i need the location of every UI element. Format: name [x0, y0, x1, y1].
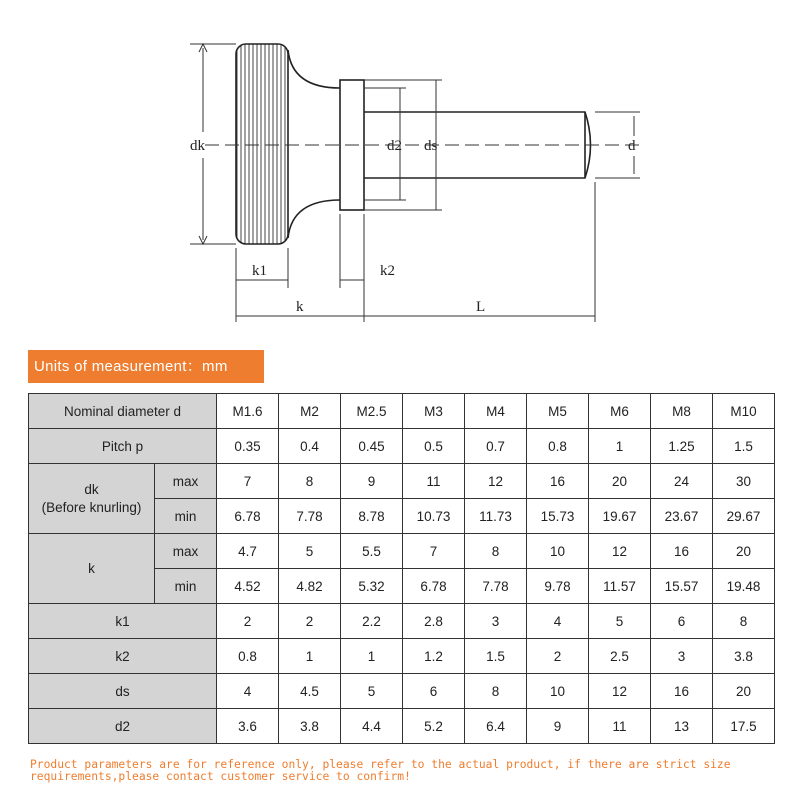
- table-cell: 10.73: [403, 499, 465, 534]
- table-cell: 20: [713, 534, 775, 569]
- d-label: d: [628, 138, 636, 154]
- table-cell: M10: [713, 394, 775, 429]
- table-cell: 10: [527, 674, 589, 709]
- footer-line-1: Product parameters are for reference only, please refer to the actual product, if there are strict size: [30, 758, 731, 771]
- table-cell: 1.5: [713, 429, 775, 464]
- table-cell: M6: [589, 394, 651, 429]
- table-cell: 7.78: [465, 569, 527, 604]
- table-cell: 8: [279, 464, 341, 499]
- table-cell: 1: [279, 639, 341, 674]
- table-cell: 16: [651, 534, 713, 569]
- table-cell: 9.78: [527, 569, 589, 604]
- table-cell: 0.8: [527, 429, 589, 464]
- k2-label: k2: [380, 263, 395, 279]
- table-cell: 4.82: [279, 569, 341, 604]
- table-cell: 15.57: [651, 569, 713, 604]
- table-cell: M4: [465, 394, 527, 429]
- table-cell: 9: [527, 709, 589, 744]
- table-cell: 6.78: [217, 499, 279, 534]
- table-cell: 4.7: [217, 534, 279, 569]
- row-label: Pitch p: [29, 429, 217, 464]
- table-cell: 29.67: [713, 499, 775, 534]
- table-cell: 10: [527, 534, 589, 569]
- d2-label: d2: [387, 138, 402, 154]
- table-cell: 2: [217, 604, 279, 639]
- table-cell: 4: [217, 674, 279, 709]
- row-label: k: [29, 534, 155, 604]
- table-cell: 0.35: [217, 429, 279, 464]
- row-label: d2: [29, 709, 217, 744]
- table-cell: 12: [465, 464, 527, 499]
- table-cell: 23.67: [651, 499, 713, 534]
- L-label: L: [476, 299, 486, 315]
- table-cell: 6.78: [403, 569, 465, 604]
- table-cell: 12: [589, 674, 651, 709]
- table-cell: 1.5: [465, 639, 527, 674]
- screw-technical-drawing: [0, 0, 800, 345]
- table-cell: 19.67: [589, 499, 651, 534]
- dk-label-line2: (Before knurling): [41, 499, 142, 515]
- table-cell: 2: [527, 639, 589, 674]
- table-cell: 19.48: [713, 569, 775, 604]
- row-label: k1: [29, 604, 217, 639]
- table-cell: 6: [651, 604, 713, 639]
- dk-label: dk: [190, 138, 205, 154]
- table-cell: 0.45: [341, 429, 403, 464]
- table-cell: 7: [403, 534, 465, 569]
- table-cell: 5.32: [341, 569, 403, 604]
- table-cell: 24: [651, 464, 713, 499]
- table-row: [29, 709, 775, 744]
- table-cell: 20: [713, 674, 775, 709]
- table-cell: 5: [279, 534, 341, 569]
- table-cell: 8: [465, 674, 527, 709]
- table-cell: 5: [589, 604, 651, 639]
- table-cell: 1.2: [403, 639, 465, 674]
- table-cell: 17.5: [713, 709, 775, 744]
- table-cell: M3: [403, 394, 465, 429]
- table-row: [29, 464, 775, 499]
- row-label: ds: [29, 674, 217, 709]
- table-cell: 2: [279, 604, 341, 639]
- table-cell: 0.8: [217, 639, 279, 674]
- table-cell: 16: [651, 674, 713, 709]
- table-cell: 0.4: [279, 429, 341, 464]
- table-cell: 4.5: [279, 674, 341, 709]
- table-cell: 6.4: [465, 709, 527, 744]
- sub-label: min: [155, 499, 217, 534]
- table-cell: M5: [527, 394, 589, 429]
- sub-label: max: [155, 464, 217, 499]
- table-cell: 2.5: [589, 639, 651, 674]
- table-cell: 1: [589, 429, 651, 464]
- table-row: [29, 429, 775, 464]
- row-label: [29, 464, 155, 534]
- table-cell: 5.5: [341, 534, 403, 569]
- footer-line-2: requirements,please contact customer service to confirm!: [30, 770, 411, 783]
- table-row: [29, 534, 775, 569]
- screw-outline: [236, 44, 591, 244]
- table-cell: 8: [713, 604, 775, 639]
- table-cell: 4: [527, 604, 589, 639]
- table-cell: 0.7: [465, 429, 527, 464]
- table-cell: 1: [341, 639, 403, 674]
- table-cell: 11: [403, 464, 465, 499]
- table-cell: M2: [279, 394, 341, 429]
- table-cell: 5.2: [403, 709, 465, 744]
- table-cell: M8: [651, 394, 713, 429]
- table-row: [29, 639, 775, 674]
- units-banner: Units of measurement：mm: [28, 350, 264, 383]
- table-cell: 4.4: [341, 709, 403, 744]
- table-cell: 8: [465, 534, 527, 569]
- table-cell: M1.6: [217, 394, 279, 429]
- k-label: k: [296, 299, 304, 315]
- table-cell: 3: [651, 639, 713, 674]
- table-cell: 12: [589, 534, 651, 569]
- table-row: [29, 604, 775, 639]
- footer-note: [30, 759, 780, 783]
- dk-label-line1: dk: [84, 481, 99, 497]
- table-cell: 11.57: [589, 569, 651, 604]
- table-cell: 4.52: [217, 569, 279, 604]
- table-cell: 3: [465, 604, 527, 639]
- table-cell: 6: [403, 674, 465, 709]
- table-cell: 9: [341, 464, 403, 499]
- table-cell: 11: [589, 709, 651, 744]
- table-row: [29, 674, 775, 709]
- row-label: Nominal diameter d: [29, 394, 217, 429]
- table-cell: 30: [713, 464, 775, 499]
- table-cell: 3.8: [279, 709, 341, 744]
- table-cell: 7: [217, 464, 279, 499]
- table-cell: 2.2: [341, 604, 403, 639]
- row-label: k2: [29, 639, 217, 674]
- table-cell: 0.5: [403, 429, 465, 464]
- table-cell: 1.25: [651, 429, 713, 464]
- table-cell: 13: [651, 709, 713, 744]
- table-cell: 16: [527, 464, 589, 499]
- table-cell: 20: [589, 464, 651, 499]
- ds-label: ds: [424, 138, 438, 154]
- table-cell: 2.8: [403, 604, 465, 639]
- table-cell: M2.5: [341, 394, 403, 429]
- table-cell: 11.73: [465, 499, 527, 534]
- table-cell: 8.78: [341, 499, 403, 534]
- k1-label: k1: [252, 263, 267, 279]
- table-row: [29, 394, 775, 429]
- table-cell: 3.8: [713, 639, 775, 674]
- table-cell: 7.78: [279, 499, 341, 534]
- table-cell: 15.73: [527, 499, 589, 534]
- spec-table: [28, 393, 775, 744]
- table-cell: 3.6: [217, 709, 279, 744]
- sub-label: max: [155, 534, 217, 569]
- table-cell: 5: [341, 674, 403, 709]
- sub-label: min: [155, 569, 217, 604]
